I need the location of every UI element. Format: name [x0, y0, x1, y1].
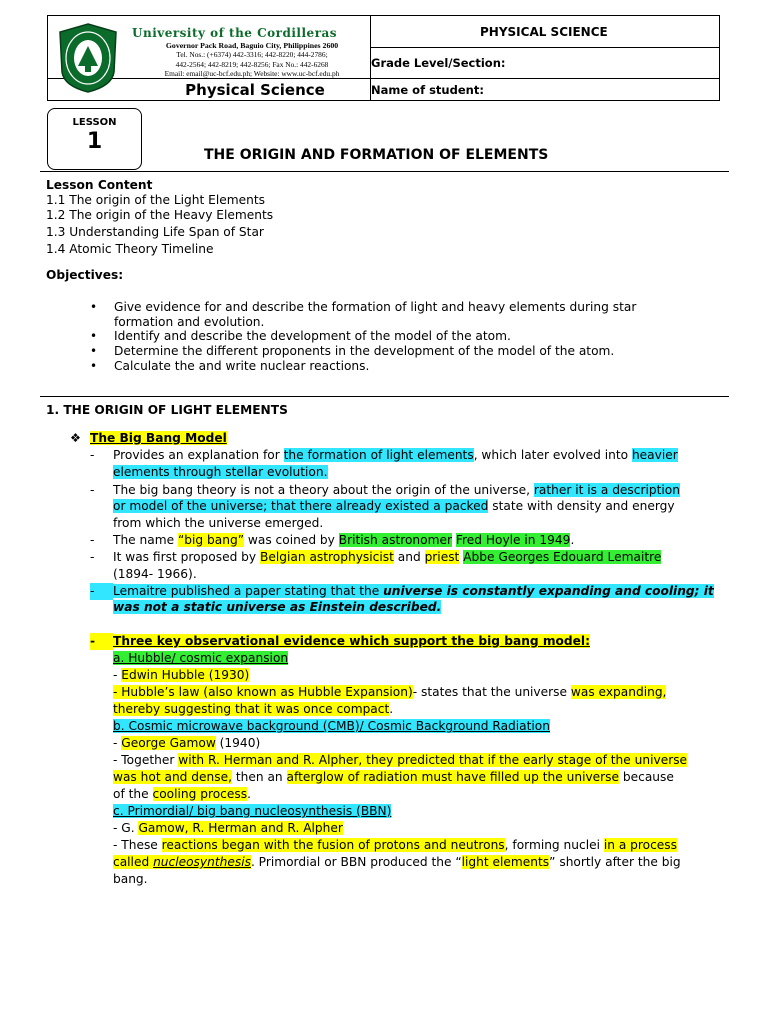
text: .	[247, 787, 251, 801]
highlight: thereby suggesting that it was once compact	[113, 702, 390, 716]
highlight: heavier	[631, 448, 678, 462]
objectives-heading: Objectives:	[46, 268, 124, 282]
para-line	[113, 701, 393, 718]
lesson-box	[47, 108, 142, 170]
para-line	[113, 837, 677, 854]
bullet-icon: •	[90, 329, 98, 343]
para-line	[113, 599, 441, 616]
university-address	[132, 41, 372, 79]
subject-right: PHYSICAL SCIENCE	[480, 25, 608, 39]
highlight: George Gamow	[121, 736, 216, 750]
text: and	[393, 550, 425, 564]
section-heading: 1. THE ORIGIN OF LIGHT ELEMENTS	[46, 403, 288, 417]
highlight: British astronomer	[338, 533, 452, 547]
text: (1940)	[215, 736, 261, 750]
text: .	[570, 533, 575, 547]
university-name: University of the Cordilleras	[132, 26, 338, 40]
para-line: (1894- 1966).	[113, 567, 197, 581]
highlight: rather it is a description	[533, 483, 680, 497]
address-line: Email: email@uc-bcf.edu.ph; Website: www.uc-bcf.edu.ph	[164, 69, 340, 79]
evidence-a-title	[113, 650, 288, 667]
content-item: 1.3 Understanding Life Span of Star	[46, 225, 264, 239]
bullet-icon: •	[90, 359, 98, 373]
bullet-icon: •	[90, 300, 98, 314]
highlight: was hot and dense,	[113, 770, 232, 784]
para-line	[113, 549, 661, 566]
highlight: light elements	[461, 855, 550, 869]
highlight: “big bang”	[177, 533, 245, 547]
student-label: Name of student:	[371, 83, 484, 97]
highlight: nucleosynthesis	[153, 855, 251, 869]
university-seal-icon	[56, 22, 120, 94]
content-item: 1.1 The origin of the Light Elements	[46, 193, 265, 207]
address-line: Governor Pack Road, Baguio City, Philippines 2600	[165, 41, 339, 50]
highlight: called	[113, 855, 154, 869]
para-line: from which the universe emerged.	[113, 516, 324, 530]
text: then an	[231, 770, 287, 784]
para-line	[113, 498, 675, 515]
address-line: Tel. Nos.: (+6374) 442-3316; 442-8220; 444-2786;	[176, 50, 328, 60]
highlight: afterglow of radiation must have filled up the universe	[286, 770, 620, 784]
highlight: Lemaitre published a paper stating that the	[113, 584, 384, 598]
text: . Primordial or BBN produced the “	[250, 855, 462, 869]
grade-label: Grade Level/Section:	[371, 56, 506, 70]
para-line	[113, 482, 680, 499]
highlight: was not a static universe as Einstein described.	[113, 600, 442, 614]
highlight: Belgian astrophysicist	[260, 550, 394, 564]
evidence-title	[113, 633, 590, 650]
text: of the	[113, 787, 153, 801]
para-line	[113, 752, 687, 769]
para-line	[113, 447, 678, 464]
highlight: Gamow, R. Herman and R. Alpher	[138, 821, 343, 835]
para-line	[113, 684, 666, 701]
highlight: was expanding,	[570, 685, 667, 699]
lesson-title: THE ORIGIN AND FORMATION OF ELEMENTS	[204, 147, 549, 163]
text: - Together	[113, 753, 179, 767]
highlight: - Hubble’s law (also known as Hubble Expansion)	[113, 685, 413, 699]
text: state with density and energy	[488, 499, 675, 513]
lesson-content-heading: Lesson Content	[46, 178, 153, 192]
text: Provides an explanation for	[113, 448, 284, 462]
para-line	[113, 532, 574, 549]
highlight: the formation of light elements	[283, 448, 474, 462]
para-line	[113, 735, 260, 752]
text: The name	[113, 533, 178, 547]
text: -	[113, 668, 122, 682]
highlight: with R. Herman and R. Alpher, they predicted that if the early stage of the universe	[178, 753, 688, 767]
dash: -	[90, 533, 95, 547]
evidence-c-title	[113, 803, 391, 820]
para-line	[113, 854, 681, 871]
highlight: or model of the universe; that there already existed a packed	[113, 499, 489, 513]
content-item: 1.4 Atomic Theory Timeline	[46, 242, 214, 256]
para-line	[113, 820, 343, 837]
objective-item: Determine the different proponents in the development of the model of the atom.	[114, 344, 615, 358]
dash: -	[90, 583, 113, 600]
bigbang-title	[90, 430, 227, 447]
evidence-b-title	[113, 718, 550, 735]
objective-item: Identify and describe the development of the model of the atom.	[114, 329, 511, 343]
text: because	[619, 770, 674, 784]
highlight: Three key observational evidence which support the big bang model:	[113, 634, 590, 648]
highlight: Abbe Georges Edouard Lemaitre	[463, 550, 662, 564]
highlight: c. Primordial/ big bang nucleosynthesis (BBN)	[113, 804, 392, 818]
dash: -	[90, 483, 95, 497]
highlight: elements through stellar evolution.	[113, 465, 328, 479]
objective-item: Calculate the and write nuclear reactions.	[114, 359, 370, 373]
header-table	[47, 15, 720, 101]
highlight: reactions began with the fusion of protons and neutrons	[161, 838, 505, 852]
dash: -	[90, 448, 95, 462]
text: -	[113, 736, 122, 750]
para-line	[113, 769, 674, 786]
objective-item: Give evidence for and describe the formation of light and heavy elements during star	[114, 300, 637, 314]
dash: -	[90, 550, 95, 564]
highlight: b. Cosmic microwave background (CMB)/ Cosmic Background Radiation	[113, 719, 550, 733]
text: , which later evolved into	[473, 448, 632, 462]
lesson-number: 1	[86, 129, 103, 154]
highlight: universe is constantly expanding and cooling; it	[383, 584, 714, 598]
highlight: Fred Hoyle in 1949	[455, 533, 571, 547]
divider	[40, 396, 729, 397]
dash: -	[90, 633, 113, 650]
lesson-label: LESSON	[72, 117, 117, 128]
bigbang-title-text: The Big Bang Model	[90, 431, 227, 445]
text: - states that the universe	[412, 685, 571, 699]
para-line	[113, 464, 328, 481]
divider	[40, 171, 729, 172]
objective-item: formation and evolution.	[114, 315, 265, 329]
highlight: cooling process	[152, 787, 248, 801]
subject-left: Physical Science	[185, 81, 325, 99]
highlight: in a process	[603, 838, 678, 852]
diamond-bullet-icon: ❖	[70, 431, 81, 445]
para-line	[113, 667, 249, 684]
text: was coined by	[244, 533, 339, 547]
text: .	[389, 702, 394, 716]
para-line: bang.	[113, 872, 148, 886]
text: , forming nuclei	[504, 838, 604, 852]
highlight: a. Hubble/ cosmic expansion	[113, 651, 289, 665]
text: - G.	[113, 821, 139, 835]
bullet-icon: •	[90, 344, 98, 358]
content-item: 1.2 The origin of the Heavy Elements	[46, 208, 274, 222]
highlight: Edwin Hubble (1930)	[121, 668, 250, 682]
text: ” shortly after the big	[549, 855, 681, 869]
para-line	[113, 583, 714, 600]
text: - These	[113, 838, 162, 852]
highlight: priest	[424, 550, 460, 564]
address-line: 442-2564; 442-8219; 442-8256; Fax No.: 442-6268	[175, 59, 329, 69]
text: It was first proposed by	[113, 550, 261, 564]
para-line	[113, 786, 251, 803]
text: The big bang theory is not a theory about the origin of the universe,	[113, 483, 534, 497]
